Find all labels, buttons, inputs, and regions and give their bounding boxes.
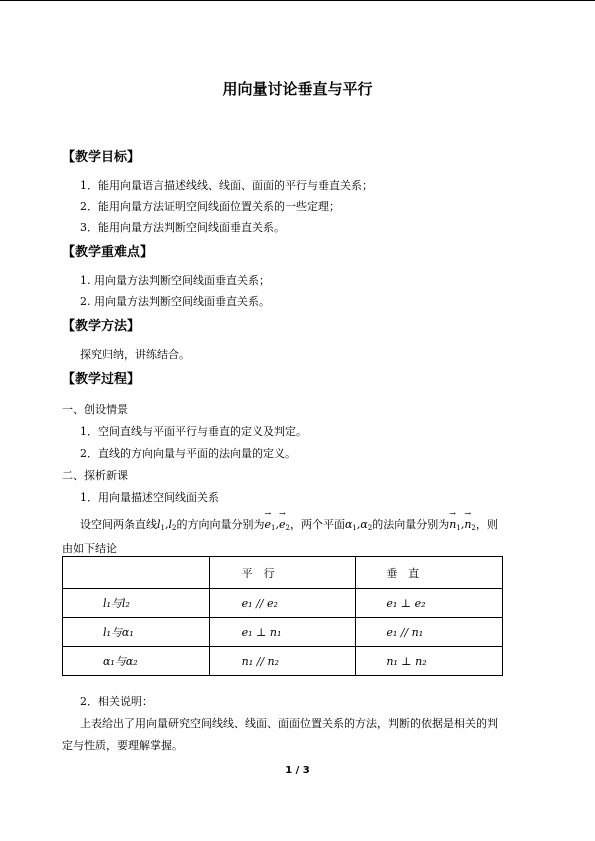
table-row-label: α₁与α₂: [63, 647, 210, 676]
table-row: [63, 618, 503, 647]
para-text-c: ，两个平面: [289, 518, 345, 531]
process-part1-item-1: 1．空间直线与平面平行与垂直的定义及判定。: [80, 425, 307, 438]
section-heading-goals: 【教学目标】: [62, 150, 141, 165]
goal-item-3: 3．能用向量方法判断空间线面垂直关系。: [80, 221, 285, 234]
process-part2-label: 二、探析新课: [62, 469, 128, 482]
definition-paragraph: [80, 516, 498, 532]
page-number: 1 / 3: [285, 765, 310, 776]
math-e1-e2: → $e_1,\to e_2$: [264, 518, 289, 531]
keypoint-item-2: 2. 用向量方法判断空间线面垂直关系。: [80, 295, 270, 308]
process-part2-item-1: 1．用向量描述空间线面关系: [80, 491, 219, 504]
para-text-d: 的法向量分别为: [372, 518, 450, 531]
table-cell-parallel: e₁ ⊥ n₁: [209, 618, 356, 647]
table-cell-parallel: e₁ // e₂: [209, 589, 356, 618]
top-border-line: [0, 0, 595, 1]
table-row-label: l₁与α₁: [63, 618, 210, 647]
table-cell-parallel: n₁ // n₂: [209, 647, 356, 676]
para-text-e: ，则: [475, 518, 498, 531]
explanation-paragraph-line-2: 定与性质，要理解掌握。: [62, 739, 183, 752]
page-title: 用向量讨论垂直与平行: [222, 80, 373, 98]
process-part2-item-2: 2．相关说明：: [80, 695, 153, 708]
table-cell-perpendicular: n₁ ⊥ n₂: [356, 647, 503, 676]
process-part1-label: 一、创设情景: [62, 403, 128, 416]
table-row-label: l₁与l₂: [63, 589, 210, 618]
para-text-a: 设空间两条直线: [80, 518, 157, 531]
table-header-row: [63, 557, 503, 589]
para-text-b: 的方向向量分别为: [176, 518, 265, 531]
math-alpha1-alpha2: $\alpha_1,\alpha_2$: [344, 518, 373, 532]
section-heading-keypoints: 【教学重难点】: [62, 245, 154, 260]
definition-paragraph-end: 由如下结论: [62, 542, 117, 555]
math-n1-n2: → $n_1,\to n_2$: [449, 518, 476, 531]
table-header-perpendicular: 垂 直: [356, 557, 503, 589]
explanation-paragraph-line-1: 上表给出了用向量研究空间线线、线面、面面位置关系的方法，判断的依据是相关的判: [80, 717, 498, 730]
table-header-parallel: 平 行: [209, 557, 356, 589]
relation-table: [62, 556, 503, 676]
goal-item-2: 2．能用向量方法证明空间线面位置关系的一些定理；: [80, 200, 340, 213]
table-cell-perpendicular: e₁ // n₁: [356, 618, 503, 647]
keypoint-item-1: 1. 用向量方法判断空间线面垂直关系；: [80, 274, 270, 287]
table-cell-perpendicular: e₁ ⊥ e₂: [356, 589, 503, 618]
table-row: [63, 647, 503, 676]
section-heading-process: 【教学过程】: [62, 372, 141, 387]
table-header-corner: [63, 557, 210, 589]
goal-item-1: 1．能用向量语言描述线线、线面、面面的平行与垂直关系；: [80, 179, 373, 192]
section-heading-methods: 【教学方法】: [62, 319, 141, 334]
process-part1-item-2: 2．直线的方向向量与平面的法向量的定义。: [80, 447, 296, 460]
math-l1-l2: $l_1,l_2$: [157, 518, 177, 532]
table-row: [63, 589, 503, 618]
methods-text: 探究归纳，讲练结合。: [80, 348, 190, 361]
